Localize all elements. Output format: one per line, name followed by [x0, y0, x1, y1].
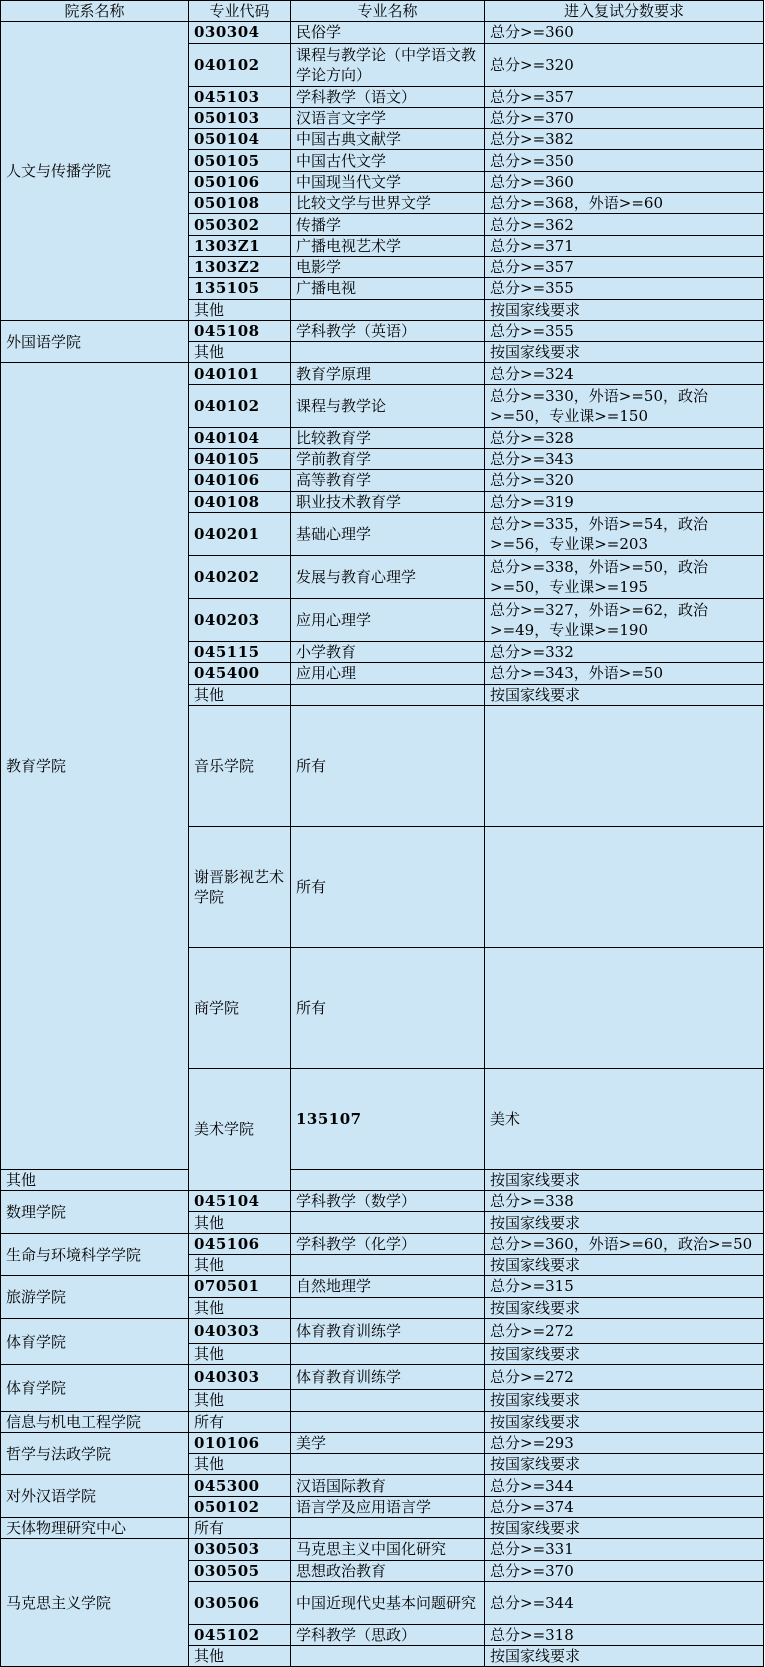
major-name-cell: 发展与教育心理学 [291, 555, 485, 598]
score-requirement-cell: 按国家线要求 [485, 1212, 764, 1233]
major-code-cell: 其他 [189, 1212, 291, 1233]
score-requirement-cell: 总分>=319 [485, 491, 764, 512]
major-name-cell [291, 1297, 485, 1318]
major-name-cell: 美学 [291, 1432, 485, 1453]
major-name-cell: 中国现当代文学 [291, 171, 485, 192]
department-cell: 马克思主义学院 [1, 1539, 189, 1667]
table-row [1, 363, 764, 384]
major-code-cell: 040106 [189, 470, 291, 491]
score-requirement-cell: 总分>=350 [485, 150, 764, 171]
major-code-cell: 所有 [189, 1411, 291, 1432]
score-requirement-cell: 总分>=318 [485, 1624, 764, 1645]
major-code-cell: 040202 [189, 555, 291, 598]
major-name-cell: 应用心理 [291, 663, 485, 684]
major-code-cell: 135105 [189, 278, 291, 299]
score-requirement-cell: 总分>=332 [485, 641, 764, 662]
major-code-cell: 045104 [189, 1191, 291, 1212]
table-row [1, 1365, 764, 1390]
score-requirement-cell: 总分>=331 [485, 1539, 764, 1560]
score-requirement-cell: 总分>=382 [485, 129, 764, 150]
score-requirement-cell: 按国家线要求 [485, 342, 764, 363]
major-code-cell: 040201 [189, 512, 291, 555]
score-requirement-cell: 按国家线要求 [485, 1343, 764, 1364]
score-requirement-cell: 总分>=343，外语>=50 [485, 663, 764, 684]
score-requirement-cell: 按国家线要求 [485, 1517, 764, 1538]
score-requirement-cell: 总分>=355 [485, 320, 764, 341]
department-cell: 对外汉语学院 [1, 1475, 189, 1518]
major-code-cell: 其他 [189, 1343, 291, 1364]
major-name-cell: 中国古代文学 [291, 150, 485, 171]
major-name-cell: 职业技术教育学 [291, 491, 485, 512]
major-code-cell: 050105 [189, 150, 291, 171]
score-requirement-cell: 总分>=374 [485, 1496, 764, 1517]
major-name-cell: 汉语国际教育 [291, 1475, 485, 1496]
table-row [1, 1191, 764, 1212]
score-requirement-cell: 按国家线要求 [485, 1297, 764, 1318]
department-cell: 美术学院 [189, 1068, 291, 1190]
major-code-cell: 所有 [189, 1517, 291, 1538]
score-requirement-cell: 总分>=370 [485, 1560, 764, 1581]
department-cell: 哲学与法政学院 [1, 1432, 189, 1475]
score-requirement-cell: 总分>=343 [485, 449, 764, 470]
major-name-cell: 广播电视艺术学 [291, 235, 485, 256]
score-requirement-cell: 总分>=330，外语>=50，政治>=50，专业课>=150 [485, 384, 764, 427]
major-name-cell: 基础心理学 [291, 512, 485, 555]
major-code-cell: 其他 [189, 1390, 291, 1411]
score-requirement-cell: 按国家线要求 [485, 684, 764, 705]
major-name-cell: 学科教学（数学） [291, 1191, 485, 1212]
major-code-cell: 030304 [189, 22, 291, 43]
major-name-cell: 民俗学 [291, 22, 485, 43]
major-code-cell: 其他 [189, 684, 291, 705]
major-code-cell: 040104 [189, 427, 291, 448]
major-name-cell [291, 1646, 485, 1667]
score-requirement-cell: 总分>=320 [485, 43, 764, 86]
major-name-cell [291, 1212, 485, 1233]
table-row [1, 1233, 764, 1254]
major-code-cell: 045103 [189, 86, 291, 107]
department-cell: 体育学院 [1, 1365, 189, 1411]
score-requirement-cell: 总分>=371 [485, 235, 764, 256]
header-name: 专业名称 [291, 1, 485, 22]
major-name-cell: 课程与教学论 [291, 384, 485, 427]
department-cell: 人文与传播学院 [1, 22, 189, 321]
major-code-cell: 050108 [189, 193, 291, 214]
score-requirement-cell: 按国家线要求 [485, 1646, 764, 1667]
header-dept: 院系名称 [1, 1, 189, 22]
major-name-cell: 学科教学（英语） [291, 320, 485, 341]
major-name-cell: 课程与教学论（中学语文教学论方向） [291, 43, 485, 86]
major-code-cell: 040102 [189, 384, 291, 427]
major-code-cell: 030505 [189, 1560, 291, 1581]
major-name-cell [291, 342, 485, 363]
table-body [1, 22, 764, 1667]
table-row [1, 1539, 764, 1560]
score-requirement-cell: 总分>=272 [485, 1318, 764, 1343]
department-cell: 教育学院 [1, 363, 189, 1169]
major-code-cell: 045102 [189, 1624, 291, 1645]
major-code-cell: 050302 [189, 214, 291, 235]
score-requirement-cell: 总分>=324 [485, 363, 764, 384]
header-code: 专业代码 [189, 1, 291, 22]
major-name-cell [291, 1390, 485, 1411]
score-requirement-cell: 按国家线要求 [485, 1169, 764, 1190]
major-code-cell: 050106 [189, 171, 291, 192]
major-code-cell: 045115 [189, 641, 291, 662]
major-code-cell: 070501 [189, 1276, 291, 1297]
header-requirement: 进入复试分数要求 [485, 1, 764, 22]
score-requirement-cell: 总分>=357 [485, 86, 764, 107]
major-name-cell: 小学教育 [291, 641, 485, 662]
major-name-cell [291, 1411, 485, 1432]
table-row [1, 1318, 764, 1343]
major-name-cell [485, 947, 764, 1068]
major-name-cell: 学科教学（化学） [291, 1233, 485, 1254]
major-name-cell: 汉语言文字学 [291, 107, 485, 128]
major-name-cell [291, 684, 485, 705]
score-requirement-cell: 总分>=370 [485, 107, 764, 128]
major-name-cell [291, 1169, 485, 1190]
department-cell: 外国语学院 [1, 320, 189, 363]
major-name-cell: 自然地理学 [291, 1276, 485, 1297]
major-code-cell: 045106 [189, 1233, 291, 1254]
major-name-cell [485, 826, 764, 947]
score-requirement-cell: 按国家线要求 [485, 1255, 764, 1276]
department-cell: 数理学院 [1, 1191, 189, 1234]
major-name-cell: 应用心理学 [291, 598, 485, 641]
score-requirement-cell: 总分>=293 [485, 1432, 764, 1453]
major-code-cell: 040303 [189, 1318, 291, 1343]
major-name-cell: 中国近现代史基本问题研究 [291, 1581, 485, 1624]
table-row [1, 320, 764, 341]
major-code-cell: 040101 [189, 363, 291, 384]
major-code-cell: 045400 [189, 663, 291, 684]
score-requirement-cell: 总分>=320 [485, 470, 764, 491]
table-row [1, 1276, 764, 1297]
major-name-cell [291, 1343, 485, 1364]
score-requirement-cell: 总分>=344 [485, 1475, 764, 1496]
score-requirement-cell: 按国家线要求 [485, 1411, 764, 1432]
major-code-cell: 其他 [189, 1255, 291, 1276]
major-code-cell: 050103 [189, 107, 291, 128]
department-cell: 信息与机电工程学院 [1, 1411, 189, 1432]
major-code-cell: 040108 [189, 491, 291, 512]
score-requirement-cell: 按国家线要求 [485, 299, 764, 320]
major-name-cell [291, 1255, 485, 1276]
score-requirement-cell: 总分>=355 [485, 278, 764, 299]
major-name-cell: 广播电视 [291, 278, 485, 299]
major-name-cell: 传播学 [291, 214, 485, 235]
major-code-cell: 040105 [189, 449, 291, 470]
major-name-cell [291, 1517, 485, 1538]
major-name-cell: 语言学及应用语言学 [291, 1496, 485, 1517]
major-name-cell [485, 705, 764, 826]
score-requirement-cell: 总分>=344 [485, 1581, 764, 1624]
major-code-cell: 所有 [291, 947, 485, 1068]
major-name-cell: 思想政治教育 [291, 1560, 485, 1581]
table-row [1, 1475, 764, 1496]
score-requirement-cell: 总分>=362 [485, 214, 764, 235]
major-code-cell: 其他 [189, 299, 291, 320]
score-requirement-cell: 总分>=338 [485, 1191, 764, 1212]
major-code-cell: 135107 [291, 1068, 485, 1169]
major-code-cell: 所有 [291, 826, 485, 947]
score-requirement-cell: 总分>=315 [485, 1276, 764, 1297]
major-code-cell: 其他 [189, 342, 291, 363]
major-code-cell: 040102 [189, 43, 291, 86]
major-name-cell: 美术 [485, 1068, 764, 1169]
major-name-cell: 体育教育训练学 [291, 1365, 485, 1390]
department-cell: 生命与环境科学学院 [1, 1233, 189, 1276]
score-requirement-cell: 总分>=368，外语>=60 [485, 193, 764, 214]
score-requirement-cell: 按国家线要求 [485, 1390, 764, 1411]
table-row [1, 1169, 764, 1190]
score-requirement-cell: 总分>=272 [485, 1365, 764, 1390]
score-requirement-cell: 按国家线要求 [485, 1454, 764, 1475]
major-name-cell [291, 299, 485, 320]
major-name-cell: 高等教育学 [291, 470, 485, 491]
department-cell: 天体物理研究中心 [1, 1517, 189, 1538]
major-name-cell: 电影学 [291, 256, 485, 277]
table-row [1, 1517, 764, 1538]
major-name-cell: 教育学原理 [291, 363, 485, 384]
department-cell: 体育学院 [1, 1318, 189, 1364]
major-code-cell: 050102 [189, 1496, 291, 1517]
major-code-cell: 010106 [189, 1432, 291, 1453]
major-name-cell: 比较文学与世界文学 [291, 193, 485, 214]
major-name-cell: 学前教育学 [291, 449, 485, 470]
major-code-cell: 045300 [189, 1475, 291, 1496]
score-requirement-cell: 总分>=357 [485, 256, 764, 277]
major-code-cell: 所有 [291, 705, 485, 826]
department-cell: 音乐学院 [189, 705, 291, 826]
table-row [1, 22, 764, 43]
department-cell: 旅游学院 [1, 1276, 189, 1319]
major-code-cell: 其他 [189, 1454, 291, 1475]
score-requirement-cell: 总分>=335，外语>=54，政治>=56，专业课>=203 [485, 512, 764, 555]
score-requirement-cell: 总分>=338，外语>=50，政治>=50，专业课>=195 [485, 555, 764, 598]
major-code-cell: 1303Z1 [189, 235, 291, 256]
table-row [1, 1432, 764, 1453]
major-code-cell: 045108 [189, 320, 291, 341]
major-code-cell: 1303Z2 [189, 256, 291, 277]
score-requirement-cell: 总分>=360 [485, 171, 764, 192]
major-name-cell: 中国古典文献学 [291, 129, 485, 150]
major-name-cell [291, 1454, 485, 1475]
major-code-cell: 040303 [189, 1365, 291, 1390]
major-code-cell: 其他 [1, 1169, 189, 1190]
department-cell: 谢晋影视艺术学院 [189, 826, 291, 947]
major-code-cell: 其他 [189, 1297, 291, 1318]
major-name-cell: 学科教学（语文） [291, 86, 485, 107]
score-requirement-cell: 总分>=328 [485, 427, 764, 448]
score-requirement-cell: 总分>=327，外语>=62，政治>=49，专业课>=190 [485, 598, 764, 641]
major-name-cell: 学科教学（思政） [291, 1624, 485, 1645]
major-name-cell: 体育教育训练学 [291, 1318, 485, 1343]
major-code-cell: 030506 [189, 1581, 291, 1624]
department-cell: 商学院 [189, 947, 291, 1068]
score-requirement-cell: 总分>=360，外语>=60，政治>=50 [485, 1233, 764, 1254]
table-row [1, 1411, 764, 1432]
header-row [1, 1, 764, 22]
score-requirement-cell: 总分>=360 [485, 22, 764, 43]
major-code-cell: 040203 [189, 598, 291, 641]
major-name-cell: 马克思主义中国化研究 [291, 1539, 485, 1560]
major-name-cell: 比较教育学 [291, 427, 485, 448]
major-code-cell: 030503 [189, 1539, 291, 1560]
major-code-cell: 其他 [189, 1646, 291, 1667]
major-code-cell: 050104 [189, 129, 291, 150]
